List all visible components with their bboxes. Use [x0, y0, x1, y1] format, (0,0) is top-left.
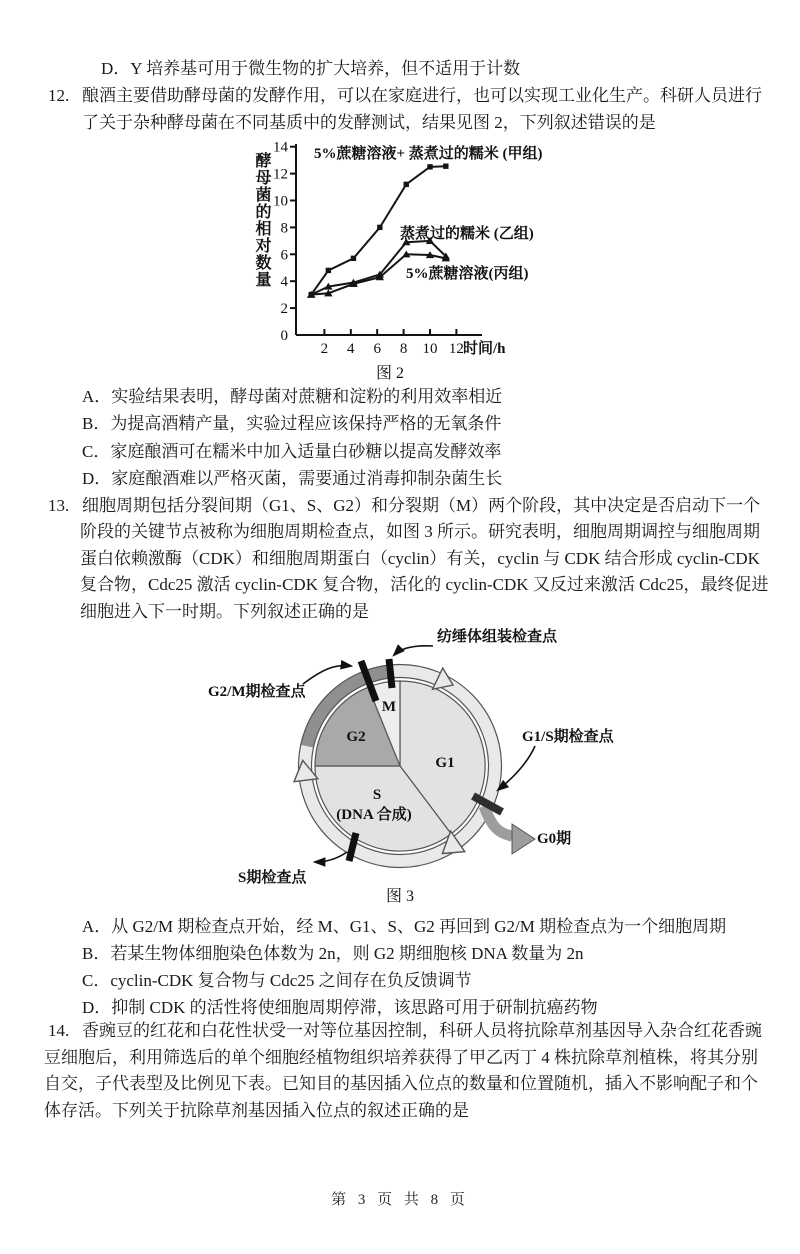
fig2-series-label-group-c: 5%蔗糖溶液(丙组) [406, 266, 529, 282]
sector-g1-label: G1 [435, 755, 455, 771]
q13-option-a: A．从 G2/M 期检查点开始，经 M、G1、S、G2 再回到 G2/M 期检查点为一个细胞周期 [82, 917, 727, 936]
g1s-leader-arrow [498, 746, 535, 790]
q11-option-d: D．Y 培养基可用于微生物的扩大培养，但不适用于计数 [101, 59, 521, 78]
y-tick-label: 12 [273, 166, 288, 183]
g0-exit-arrow [484, 806, 535, 854]
cycle-sectors [315, 681, 485, 851]
q13-option-b: B．若某生物体细胞染色体数为 2n，则 G2 期细胞核 DNA 数量为 2n [82, 944, 584, 963]
y-tick-label: 4 [280, 274, 288, 291]
q12-stem-line2: 了关于杂种酵母菌在不同基质中的发酵测试，结果见图 2，下列叙述错误的是 [82, 113, 656, 132]
q12-option-b: B．为提高酒精产量，实验过程应该保持严格的无氧条件 [82, 414, 502, 433]
square-marker [351, 256, 356, 261]
square-marker [443, 164, 448, 169]
sector-s-sublabel: (DNA 合成) [336, 807, 412, 823]
square-marker [326, 268, 331, 273]
x-tick-label: 2 [320, 341, 329, 357]
q12-option-a: A．实验结果表明，酵母菌对蔗糖和淀粉的利用效率相近 [82, 387, 503, 406]
q14-stem-line3: 自交，子代表型及比例见下表。已知目的基因插入位点的数量和位置随机，插入不影响配子和个 [44, 1074, 758, 1093]
y-tick-label: 14 [273, 139, 288, 156]
square-marker [377, 225, 382, 230]
s-leader-arrow [315, 852, 347, 862]
q13-stem-line1: 13. 细胞周期包括分裂间期（G1、S、G2）和分裂期（M）两个阶段，其中决定是否启动下一个 [48, 496, 761, 515]
q13-option-d: D．抑制 CDK 的活性将使细胞周期停滞，该思路可用于研制抗癌药物 [82, 998, 598, 1017]
q12-option-d: D．家庭酿酒难以严格灭菌，需要通过消毒抑制杂菌生长 [82, 469, 503, 488]
figure-2-chart [250, 138, 600, 386]
x-tick-label: 4 [347, 341, 355, 357]
page-number-footer: 第 3 页 共 8 页 [331, 1192, 469, 1208]
x-tick-label: 12 [448, 341, 464, 357]
fig2-y-axis-label: 酵母菌的相对数量 [253, 152, 270, 288]
sector-s-label: S [372, 787, 382, 803]
fig3-caption: 图 3 [385, 888, 415, 905]
sector-m-label: M [381, 699, 397, 715]
q13-stem-line2: 阶段的关键节点被称为细胞周期检查点，如图 3 所示。研究表明，细胞周期调控与细胞周期 [80, 522, 760, 541]
square-marker [404, 182, 409, 187]
q14-stem-line4: 体存活。下列关于抗除草剂基因插入位点的叙述正确的是 [44, 1101, 469, 1120]
s-checkpoint-label: S期检查点 [238, 870, 307, 886]
square-marker [427, 164, 432, 169]
fig2-series-label-group-b: 蒸煮过的糯米 (乙组) [400, 226, 534, 242]
figure-3-diagram [185, 612, 645, 908]
x-tick-label: 6 [373, 341, 381, 357]
fig2-caption: 图 2 [375, 365, 404, 382]
spindle-checkpoint-label: 纺缍体组装检查点 [437, 629, 558, 645]
y-tick-label: 2 [280, 301, 288, 318]
q13-stem-line3: 蛋白依赖激酶（CDK）和细胞周期蛋白（cyclin）有关，cyclin 与 CDK 结合形成 cyclin-CDK [80, 549, 760, 568]
y-tick-label: 0 [280, 328, 288, 344]
x-tick-label: 8 [399, 341, 408, 357]
spindle-checkpoint-bar [389, 659, 392, 688]
x-tick-label: 10 [422, 341, 438, 357]
q13-stem-line4: 复合物，Cdc25 激活 cyclin-CDK 复合物，活化的 cyclin-CDK 又反过来激活 Cdc25，最终促进 [80, 575, 769, 594]
y-tick-label: 6 [280, 247, 288, 264]
ring-arrow-left [294, 760, 318, 781]
y-tick-label: 8 [280, 220, 288, 237]
q12-number: 12. [48, 86, 70, 105]
y-tick-label: 10 [273, 193, 288, 210]
q14-stem-line2: 豆细胞后，利用筛选后的单个细胞经植物组织培养获得了甲乙丙丁 4 株抗除草剂植株，将其分别 [44, 1048, 758, 1067]
fig3-diagram-svg [185, 612, 645, 908]
q12-stem-line1: 12. 酿酒主要借助酵母菌的发酵作用，可以在家庭进行，也可以实现工业化生产。科研人员进行 [48, 86, 762, 105]
q13-stem-line5: 细胞进入下一时期。下列叙述正确的是 [80, 602, 369, 621]
q13-number: 13. [48, 496, 70, 515]
q14-stem-line1: 14. 香豌豆的红花和白花性状受一对等位基因控制，科研人员将抗除草剂基因导入杂合红花香豌 [48, 1021, 762, 1040]
g2m-checkpoint-label: G2/M期检查点 [208, 684, 306, 700]
q14-number: 14. [48, 1021, 70, 1040]
fig2-series-label-group-a: 5%蔗糖溶液+ 蒸煮过的糯米 (甲组) [314, 146, 543, 162]
sector-g2-label: G2 [346, 729, 366, 745]
g1s-checkpoint-label: G1/S期检查点 [522, 729, 614, 745]
q13-option-c: C．cyclin-CDK 复合物与 Cdc25 之间存在负反馈调节 [82, 971, 472, 990]
x-axis-label: 时间/h [463, 341, 506, 357]
spindle-leader-arrow [394, 646, 433, 655]
q12-option-c: C．家庭酿酒可在糯米中加入适量白砂糖以提高发酵效率 [82, 442, 502, 461]
g0-phase-label: G0期 [537, 831, 572, 847]
